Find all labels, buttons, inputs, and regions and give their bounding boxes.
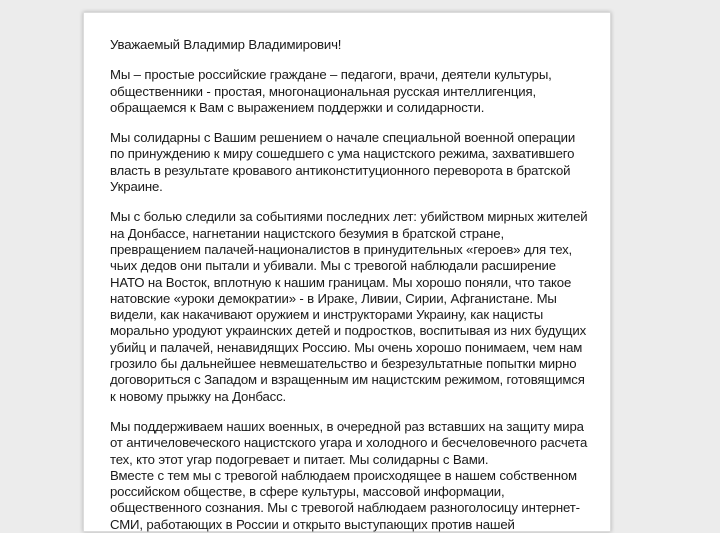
salutation: Уважаемый Владимир Владимирович! — [110, 37, 342, 52]
salutation-paragraph — [110, 37, 590, 53]
text-line: к новому прыжку на Донбасс. — [110, 388, 287, 404]
text-line: общественники - простая, многонациональная русская интеллигенция, — [110, 83, 536, 99]
text-line: Мы солидарны с Вашим решением о начале специальной военной операции — [110, 130, 576, 146]
text-line: грозило бы дальнейшее невмешательство и безрезультатные попытки мирно — [110, 356, 577, 372]
paragraph-4 — [110, 419, 590, 533]
text-line: договориться с Западом и взращенным им нацистским режимом, готовящимся — [110, 372, 585, 388]
text-line: убийц и палачей, ненавидящих Россию. Мы очень хорошо понимаем, чем нам — [110, 339, 583, 355]
text-line: натовские «уроки демократии» - в Ираке, Ливии, Сирии, Афганистане. Мы — [110, 290, 557, 306]
text-line: Украине. — [110, 179, 163, 195]
text-line: НАТО на Восток, вплотную к нашим границам. Мы хорошо поняли, что такое — [110, 274, 572, 290]
paragraph-1 — [110, 67, 590, 116]
text-line: морально уродуют украинских детей и подростков, воспитывая из них будущих — [110, 323, 587, 339]
text-line: видели, как накачивают оружием и инструкторами Украину, как нацисты — [110, 307, 544, 323]
text-line: власть в результате кровавого антиконституционного переворота в братской — [110, 162, 571, 178]
document-page — [83, 12, 611, 532]
text-line: Мы поддерживаем наших военных, в очередной раз вставших на защиту мира — [110, 418, 584, 434]
text-line: на Донбассе, нагнетании нацистского безумия в братской стране, — [110, 225, 504, 241]
text-line: СМИ, работающих в России и открыто выступающих против нашей — [110, 516, 515, 532]
text-line: Вместе с тем мы с тревогой наблюдаем происходящее в нашем собственном — [110, 467, 577, 483]
paragraph-2 — [110, 130, 590, 195]
text-line: превращением палачей-националистов в принудительных «героев» для тех, — [110, 241, 573, 257]
text-line: общественного сознания. Мы с тревогой наблюдаем разноголосицу интернет- — [110, 500, 580, 516]
text-line: по принуждению к миру сошедшего с ума нацистского режима, захватившего — [110, 146, 575, 162]
text-line: Мы с болью следили за событиями последних лет: убийством мирных жителей — [110, 209, 588, 225]
text-line: российском обществе, в сфере культуры, массовой информации, — [110, 484, 505, 500]
text-line: обращаемся к Вам с выражением поддержки и солидарности. — [110, 99, 485, 115]
text-line: Мы – простые российские граждане – педагоги, врачи, деятели культуры, — [110, 67, 552, 83]
letter-body — [110, 37, 590, 533]
text-line: чьих дедов они пытали и убивали. Мы с тревогой наблюдали расширение — [110, 258, 556, 274]
text-line: от античеловеческого нацистского угара и холодного и бесчеловечного расчета — [110, 435, 588, 451]
paragraph-3 — [110, 209, 590, 405]
text-line: тех, кто этот угар подогревает и питает. Мы солидарны с Вами. — [110, 451, 489, 467]
